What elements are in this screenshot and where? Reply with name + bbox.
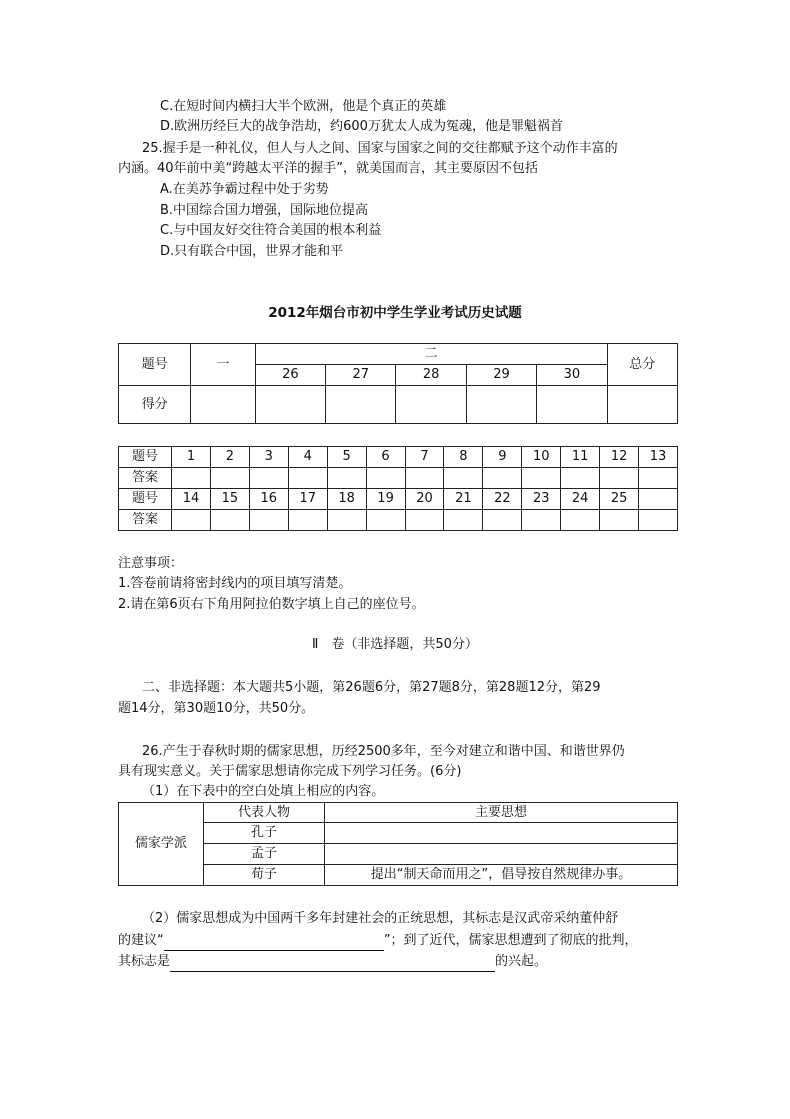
answer-qnum-cell: 17 [288,489,327,510]
answer-qnum-cell: 20 [405,489,444,510]
score-sub-29: 29 [466,365,536,386]
answer-qnum-cell: 1 [172,447,211,468]
answer-qnum-cell: 9 [483,447,522,468]
answer-input-cell[interactable] [288,510,327,531]
answer-input-cell[interactable] [600,510,639,531]
notes-item-2: 2.请在第6页右下角用阿拉伯数字填上自己的座位号。 [118,597,425,612]
answer-qnum-cell: 13 [639,447,678,468]
section2-title: Ⅱ 卷（非选择题，共50分） [312,637,478,652]
answer-label-a2: 答案 [119,510,172,531]
score-header-total: 总分 [607,344,677,386]
score-sub-27: 27 [326,365,396,386]
answer-input-cell[interactable] [327,510,366,531]
answer-qnum-cell: 16 [249,489,288,510]
answer-label-q2: 题号 [119,489,172,510]
q24-option-d: D.欧洲历经巨大的战争浩劫，约600万犹太人成为冤魂，他是罪魁祸首 [160,119,563,134]
answer-qnum-cell: 11 [561,447,600,468]
score-cell-one[interactable] [191,386,255,424]
answer-qnum-cell: 22 [483,489,522,510]
score-table [118,343,678,424]
answer-blank-1[interactable] [164,936,384,951]
confucian-person-2: 孟子 [204,844,325,865]
q26-sub1: （1）在下表中的空白处填上相应的内容。 [142,784,385,799]
q26-sub2-line3-post: 的兴起。 [495,954,548,969]
score-cell-27[interactable] [326,386,396,424]
answer-input-cell[interactable] [327,468,366,489]
q26-sub2-line2-post: ”；到了近代，儒家思想遭到了彻底的批判， [383,933,638,948]
answer-input-cell[interactable] [444,510,483,531]
answer-input-cell[interactable] [249,468,288,489]
confucian-person-1: 孔子 [204,823,325,844]
answer-qnum-cell: 25 [600,489,639,510]
answer-input-cell[interactable] [172,510,211,531]
answer-input-cell[interactable] [405,468,444,489]
answer-label-a1: 答案 [119,468,172,489]
answer-input-cell[interactable] [561,510,600,531]
answer-input-cell[interactable] [639,468,678,489]
score-sub-28: 28 [396,365,466,386]
answer-qnum-cell: 4 [288,447,327,468]
q25-option-a: A.在美苏争霸过程中处于劣势 [160,182,329,197]
answer-qnum-cell [639,489,678,510]
confucian-person-3: 荀子 [204,865,325,886]
answer-input-cell[interactable] [172,468,211,489]
section2-intro-line2: 题14分，第30题10分，共50分。 [118,701,315,716]
q24-option-c: C.在短时间内横扫大半个欧洲，他是个真正的英雄 [160,99,447,114]
answer-qnum-cell: 3 [249,447,288,468]
section2-intro-line1: 二、非选择题：本大题共5小题，第26题6分，第27题8分，第28题12分，第29 [142,680,601,695]
notes-heading: 注意事项： [118,556,184,571]
answer-input-cell[interactable] [483,468,522,489]
answer-qnum-cell: 6 [366,447,405,468]
score-cell-28[interactable] [396,386,466,424]
score-header-tihao: 题号 [119,344,191,386]
answer-table [118,446,678,531]
confucian-col-person: 代表人物 [204,803,325,823]
score-cell-total[interactable] [607,386,677,424]
confucian-thought-3: 提出“制天命而用之”，倡导按自然规律办事。 [325,865,678,886]
answer-qnum-cell: 8 [444,447,483,468]
answer-input-cell[interactable] [249,510,288,531]
answer-input-cell[interactable] [522,510,561,531]
answer-qnum-cell: 14 [172,489,211,510]
answer-qnum-cell: 21 [444,489,483,510]
answer-input-cell[interactable] [288,468,327,489]
score-header-two: 二 [255,344,607,365]
confucian-thought-2[interactable] [325,844,678,865]
answer-input-cell[interactable] [600,468,639,489]
answer-input-cell[interactable] [210,510,249,531]
answer-qnum-cell: 18 [327,489,366,510]
answer-input-cell[interactable] [522,468,561,489]
q25-stem-line2: 内涵。40年前中美“跨越太平洋的握手”，就美国而言，其主要原因不包括 [118,161,539,176]
answer-input-cell[interactable] [366,468,405,489]
answer-qnum-cell: 15 [210,489,249,510]
answer-input-cell[interactable] [210,468,249,489]
q26-line1: 26.产生于春秋时期的儒家思想，历经2500多年，至今对建立和谐中国、和谐世界仍 [142,744,625,759]
confucian-table [118,802,678,886]
q25-option-c: C.与中国友好交往符合美国的根本利益 [160,223,382,238]
confucian-col-thought: 主要思想 [325,803,678,823]
score-cell-30[interactable] [537,386,607,424]
answer-blank-2[interactable] [170,957,495,972]
q25-option-b: B.中国综合国力增强，国际地位提高 [160,203,369,218]
confucian-thought-1[interactable] [325,823,678,844]
answer-qnum-cell: 24 [561,489,600,510]
q26-sub2-line2 [118,931,638,951]
q25-option-d: D.只有联合中国，世界才能和平 [160,244,344,259]
answer-input-cell[interactable] [561,468,600,489]
answer-qnum-cell: 5 [327,447,366,468]
q26-sub2-line2-pre: 的建议“ [118,933,164,948]
answer-input-cell[interactable] [483,510,522,531]
score-sub-30: 30 [537,365,607,386]
answer-input-cell[interactable] [444,468,483,489]
q25-stem-line1: 25.握手是一种礼仪，但人与人之间、国家与国家之间的交往都赋予这个动作丰富的 [142,141,618,156]
score-sub-26: 26 [255,365,325,386]
score-header-one: 一 [191,344,255,386]
answer-qnum-cell: 19 [366,489,405,510]
answer-label-q1: 题号 [119,447,172,468]
q26-sub2-line3 [118,952,547,972]
answer-qnum-cell: 2 [210,447,249,468]
q26-line2: 具有现实意义。关于儒家思想请你完成下列学习任务。(6分) [118,764,462,779]
answer-qnum-cell: 12 [600,447,639,468]
answer-qnum-cell: 7 [405,447,444,468]
score-row-label: 得分 [119,386,191,424]
score-cell-29[interactable] [466,386,536,424]
score-cell-26[interactable] [255,386,325,424]
notes-item-1: 1.答卷前请将密封线内的项目填写清楚。 [118,576,352,591]
answer-qnum-cell: 10 [522,447,561,468]
answer-input-cell[interactable] [405,510,444,531]
answer-qnum-cell: 23 [522,489,561,510]
answer-input-cell[interactable] [639,510,678,531]
answer-input-cell[interactable] [366,510,405,531]
q26-sub2-line1: （2）儒家思想成为中国两千多年封建社会的正统思想，其标志是汉武帝采纳董仲舒 [142,911,619,926]
q26-sub2-line3-pre: 其标志是 [118,954,171,969]
confucian-school-label: 儒家学派 [119,803,204,886]
exam-title: 2012年烟台市初中学生学业考试历史试题 [268,305,522,321]
